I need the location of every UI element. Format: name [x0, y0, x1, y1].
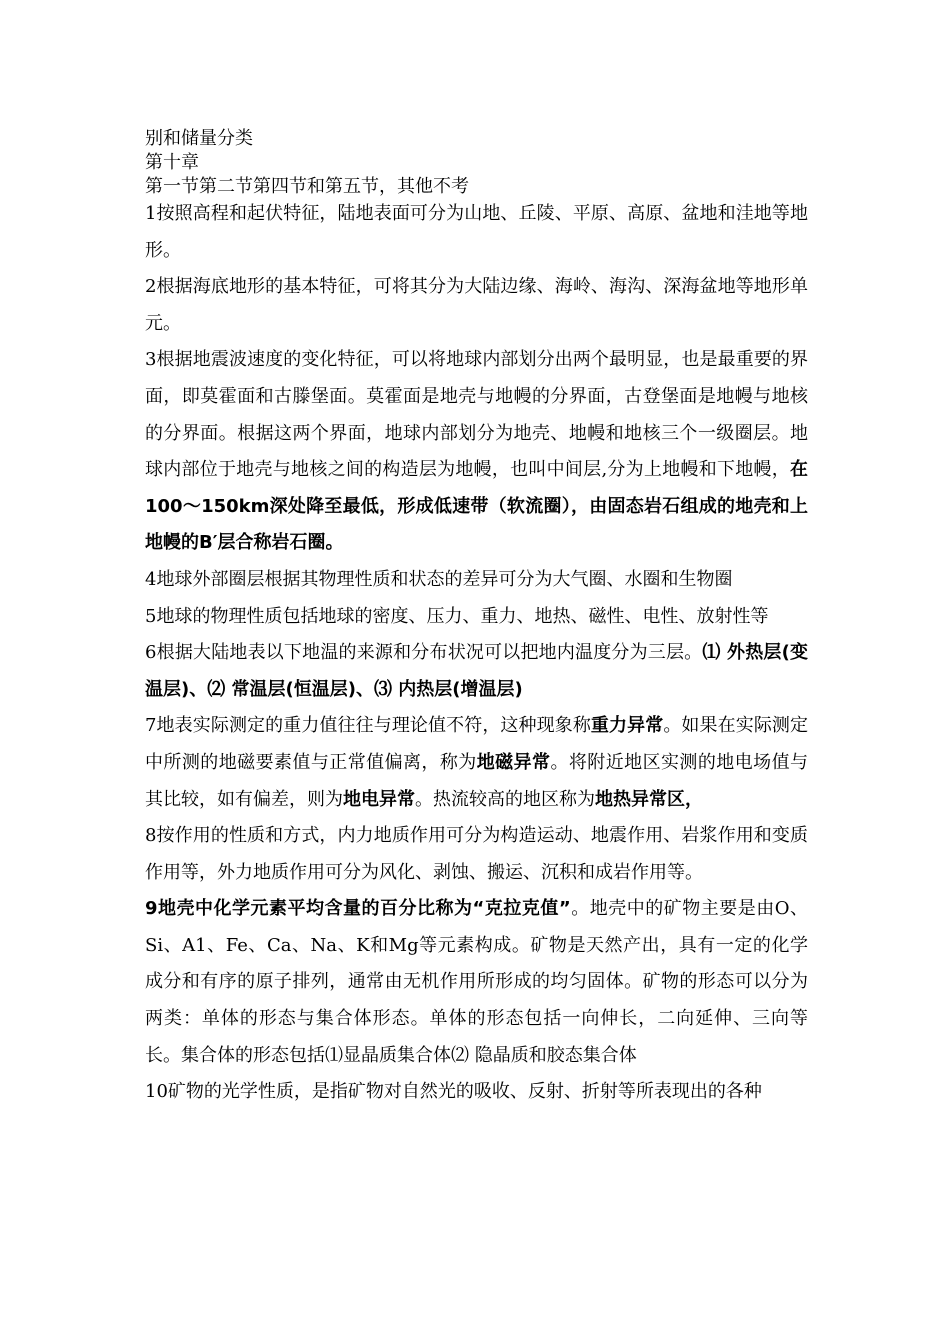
paragraph-7-segment-8: 地热异常区， [595, 788, 703, 810]
paragraph-9-segment-1: 9地壳中化学元素平均含量的百分比称为“克拉克值” [145, 898, 571, 920]
paragraph-7-segment-4: 地磁异常 [476, 751, 551, 773]
paragraph-3-segment-1: 3根据地震波速度的变化特征，可以将地球内部划分出两个最明显，也是最重要的界面，即莫霍面和古滕堡面。莫霍面是地壳与地幔的分界面，古登堡面是地幔与地核的分界面。根据这两个界面，地球内部划分为地壳、地幔和地核三个一级圈层。地球内部位于地壳与地核之间的构造层为地幔，也叫中间层,分为上地幔和下地幔， [145, 349, 808, 481]
paragraph-7-segment-2: 重力异常 [590, 715, 664, 737]
paragraph-7 [145, 708, 808, 818]
paragraph-7-segment-5: 。将附近地区实测的地电场值与其比较，如有偏差，则为 [145, 751, 809, 810]
paragraph-4-segment-1: 4地球外部圈层根据其物理性质和状态的差异可分为大气圈、水圈和生物圈 [145, 568, 733, 590]
header-line-1: 别和储量分类 [145, 128, 253, 149]
paragraph-9-segment-2: 。地壳中的矿物主要是由O、Si、A1、Fe、Ca、Na、K和Mg等元素构成。矿物是天然产出，具有一定的化学成分和有序的原子排列，通常由无机作用所形成的均匀固体。矿物的形态可以分为两类：单体的形态与集合体形态。单体的形态包括一向伸长，二向延伸、三向等长。集合体的形态包括⑴显晶质集合体⑵ 隐晶质和胶态集合体 [145, 898, 808, 1066]
paragraph-10-segment-1: 10矿物的光学性质，是指矿物对自然光的吸收、反射、折射等所表现出的各种 [145, 1081, 762, 1103]
paragraph-8 [145, 818, 808, 891]
paragraph-7-segment-7: 。热流较高的地区称为 [415, 788, 595, 810]
paragraph-8-segment-1: 8按作用的性质和方式，内力地质作用可分为构造运动、地震作用、岩浆作用和变质作用等，外力地质作用可分为风化、剥蚀、搬运、沉积和成岩作用等。 [145, 825, 808, 883]
paragraph-7-segment-1: 7地表实际测定的重力值往往与理论值不符，这种现象称 [145, 715, 591, 737]
paragraph-1-segment-1: 1按照高程和起伏特征，陆地表面可分为山地、丘陵、平原、高原、盆地和洼地等地形。 [145, 203, 808, 261]
paragraph-2 [145, 269, 808, 342]
paragraph-7-segment-6: 地电异常 [343, 788, 415, 810]
paragraph-5-segment-1: 5地球的物理性质包括地球的密度、压力、重力、地热、磁性、电性、放射性等 [145, 605, 769, 627]
paragraph-6-segment-2: ⑴ 外热层(变温层)、⑵ 常温层(恒温层)、⑶ 内热层(增温层) [145, 642, 808, 700]
document-body [145, 196, 808, 1111]
paragraph-7-segment-3: 。如果在实际测定中所测的地磁要素值与正常值偏离，称为 [145, 715, 809, 773]
paragraph-1 [145, 196, 808, 269]
paragraph-3 [145, 342, 808, 562]
paragraph-6-segment-1: 6根据大陆地表以下地温的来源和分布状况可以把地内温度分为三层。 [145, 642, 703, 664]
paragraph-6 [145, 635, 808, 708]
paragraph-10 [145, 1074, 808, 1111]
paragraph-9 [145, 891, 808, 1074]
chapter-title: 第十章 [145, 152, 199, 173]
paragraph-2-segment-1: 2根据海底地形的基本特征，可将其分为大陆边缘、海岭、海沟、深海盆地等地形单元。 [145, 276, 808, 334]
paragraph-3-segment-2: 在100～150km深处降至最低，形成低速带（软流圈），由固态岩石组成的地壳和上地幔的B′层合称岩石圈。 [145, 459, 808, 554]
exam-scope-note: 第一节第二节第四节和第五节，其他不考 [145, 176, 469, 197]
paragraph-5 [145, 599, 808, 636]
paragraph-4 [145, 562, 808, 599]
